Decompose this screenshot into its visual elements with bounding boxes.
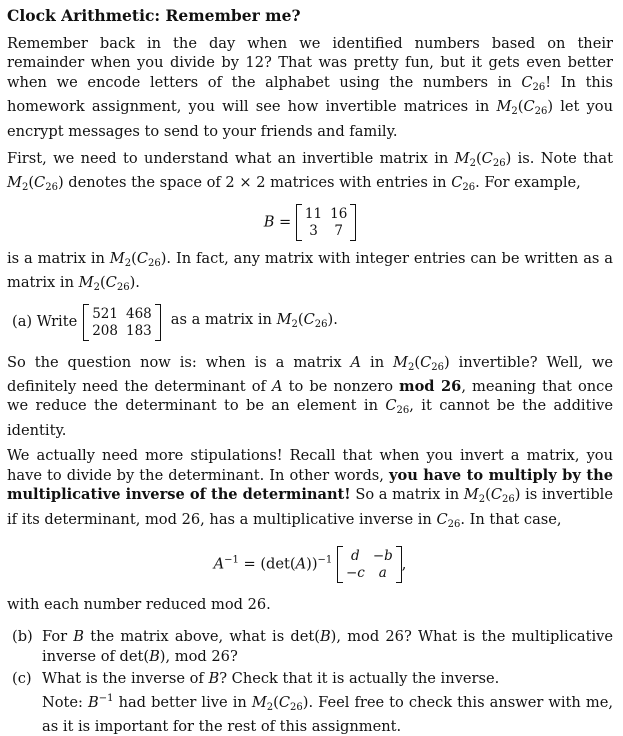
adjugate-entry: a (378, 564, 387, 581)
matrix-b-entry: 3 (309, 222, 318, 239)
stipulations-paragraph: We actually need more stipulations! Recall that when you invert a matrix, you have to divide by the determinant. In other words, you have to multiply by the multiplicative inverse of the determinant! So a matrix in $M_2(C_{26})$ is invertible if its determinant, mod 26, has a multiplicative inverse in $C_{26}$. In that case, (7, 447, 613, 530)
definition-paragraph: First, we need to understand what an invertible matrix in $M_2(C_{26})$ is. Note that $M_2(C_{26})$ denotes the space of 2 × 2 matrices with entries in $C_{26}$. For example, (7, 150, 613, 194)
matrix-b-entry: 11 (304, 205, 323, 222)
matrix-a-entry: 208 (92, 322, 118, 339)
inverse-formula: $A^{-1} = (\det(A))^{-1}$ d −b −c a , (213, 547, 407, 581)
matrix-b-display: B = 11 16 3 7 (7, 204, 613, 241)
matrix-a-entry: 468 (126, 305, 152, 322)
reduction-note: with each number reduced mod 26. (7, 595, 271, 613)
part-c: (c) What is the inverse of B? Check that it is actually the inverse. Note: $B^{-1}$ had better live in $M_2(C_{26})$. Feel free to check this answer with me, as it is important for the rest of this assignment. (12, 670, 613, 735)
adjugate-matrix (337, 546, 402, 583)
matrix-b (296, 204, 356, 241)
adjugate-entry: −b (372, 547, 393, 564)
matrix-part-a (83, 304, 161, 341)
intro-paragraph: Remember back in the day when we identified numbers based on their remainder when you divide by 12? That was pretty fun, but it gets even better when we encode letters of the alphabet using the numbers in $C_{26}$! In this homework assignment, you will see how invertible matrices in $M_2(C_{26})$ let you encrypt messages to send to your friends and family. (7, 35, 613, 140)
matrix-a-entry: 183 (126, 322, 152, 339)
matrix-b-entry: 16 (330, 205, 348, 222)
part-a: (a) Write 521 468 208 183 as a matrix in $M_2(C_{26})$. (12, 305, 338, 339)
matrix-b-entry: 7 (334, 222, 343, 239)
part-b: (b) For B the matrix above, what is det(B), mod 26? What is the multiplicative inverse of det(B), mod 26? (12, 628, 614, 665)
integer-matrix-paragraph: is a matrix in $M_2(C_{26})$. In fact, any matrix with integer entries can be written as a matrix in $M_2(C_{26})$. (7, 249, 613, 294)
page-title: Clock Arithmetic: Remember me? (7, 6, 301, 25)
adjugate-entry: d (351, 547, 360, 564)
matrix-a-entry: 521 (92, 305, 118, 322)
determinant-paragraph: So the question now is: when is a matrix A in $M_2(C_{26})$ invertible? Well, we definitely need the determinant of A to be nonzero mod 26, meaning that once we reduce the determinant to be an element in $C_{26}$, it cannot be the additive identity. (7, 353, 613, 439)
adjugate-entry: −c (345, 564, 365, 581)
